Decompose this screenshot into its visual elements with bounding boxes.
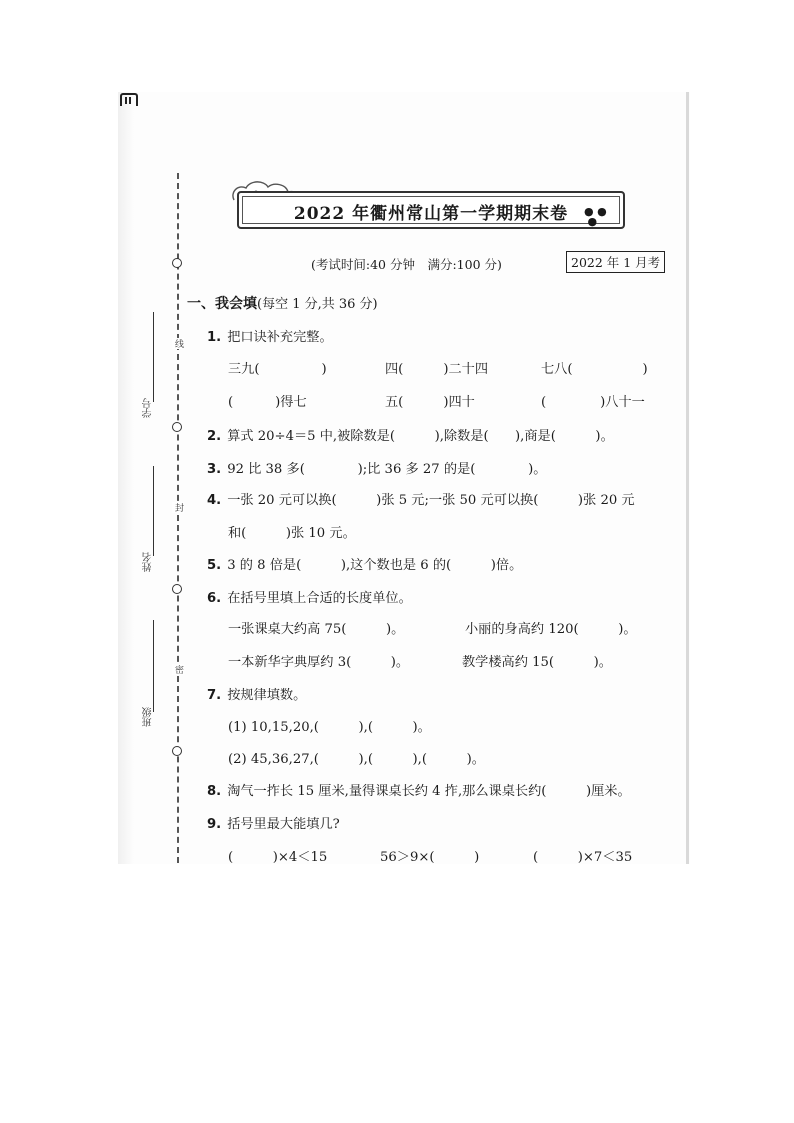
question-number: 7. [207, 688, 222, 703]
dots-decoration-icon: ● ● ● [584, 205, 607, 228]
q1-item [385, 358, 488, 377]
student-id-fill-line[interactable] [153, 312, 154, 402]
binding-hole-icon [172, 746, 182, 756]
q1-item-prefix: 七八( [541, 362, 573, 377]
question-6 [207, 587, 412, 606]
question-4-continued [228, 522, 356, 541]
q1-item [228, 391, 307, 410]
q1-item-suffix: )八十一 [600, 395, 645, 410]
exam-title: 2022 年衢州常山第一学期期末卷 [293, 204, 569, 224]
q1-item-prefix: 五( [385, 395, 404, 410]
question-number: 2. [207, 429, 222, 444]
q9-item: 56＞9×( ) [380, 850, 480, 865]
name-fill-line[interactable] [153, 466, 154, 556]
q1-item-prefix: ( [541, 395, 547, 410]
question-number: 1. [207, 330, 222, 345]
question-9 [207, 813, 340, 832]
question-3 [207, 458, 547, 477]
question-text: 淘气一拃长 15 厘米,量得课桌长约 4 拃,那么课桌长约( )厘米。 [227, 784, 631, 799]
question-text: 括号里最大能填几? [227, 817, 340, 832]
q1-item-suffix: )四十 [443, 395, 475, 410]
question-text: 和( )张 10 元。 [228, 526, 356, 541]
q9-item: ( )×4＜15 [228, 850, 328, 865]
question-text: 按规律填数。 [227, 688, 307, 703]
student-id-label: 学号 [143, 398, 154, 418]
q7-sequence-1: (1) 10,15,20,( ),( )。 [228, 720, 431, 735]
section-score-note: (每空 1 分,共 36 分) [257, 297, 378, 312]
binding-mark-secret: 密 [173, 665, 183, 674]
q1-item-suffix: ) [321, 362, 327, 377]
binding-hole-icon [172, 422, 182, 432]
question-number: 6. [207, 591, 222, 606]
question-text: 把口诀补充完整。 [227, 330, 333, 345]
section-title: 一、我会填 [187, 296, 257, 312]
q9-item: ( )×7＜35 [533, 850, 633, 865]
question-number: 4. [207, 493, 222, 508]
exam-date-box: 2022 年 1 月考 [566, 251, 665, 273]
q1-item-suffix: )得七 [275, 395, 307, 410]
scan-edge-line [686, 92, 689, 864]
question-text: 算式 20÷4＝5 中,被除数是( ),除数是( ),商是( )。 [227, 429, 614, 444]
question-2 [207, 425, 614, 444]
q1-item-prefix: 三九( [228, 362, 260, 377]
q1-item [541, 391, 645, 410]
q1-item-prefix: 四( [385, 362, 404, 377]
question-text: 92 比 38 多( );比 36 多 27 的是( )。 [227, 462, 547, 477]
corner-bracket-icon [120, 93, 138, 106]
q1-item-prefix: ( [228, 395, 234, 410]
question-number: 3. [207, 462, 222, 477]
q6-item: 教学楼高约 15( )。 [462, 655, 612, 670]
q1-item [385, 391, 475, 410]
q1-item [228, 358, 327, 377]
binding-mark-seal: 封 [173, 503, 183, 512]
question-7 [207, 684, 306, 703]
section-heading [187, 293, 378, 313]
question-text: 3 的 8 倍是( ),这个数也是 6 的( )倍。 [227, 558, 523, 573]
question-1 [207, 326, 333, 345]
binding-mark-line: 线 [173, 339, 183, 348]
question-8 [207, 780, 631, 799]
question-number: 9. [207, 817, 222, 832]
q7-sequence-2: (2) 45,36,27,( ),( ),( )。 [228, 752, 485, 767]
title-banner [237, 191, 625, 229]
binding-hole-icon [172, 258, 182, 268]
question-number: 8. [207, 784, 222, 799]
scan-edge-shadow [118, 92, 134, 864]
question-text: 在括号里填上合适的长度单位。 [227, 591, 412, 606]
class-label: 班级 [143, 707, 154, 727]
binding-dashed-line [177, 173, 179, 863]
question-5 [207, 554, 522, 573]
binding-hole-icon [172, 584, 182, 594]
exam-info: (考试时间:40 分钟 满分:100 分) [311, 257, 502, 272]
q1-item-suffix: ) [642, 362, 648, 377]
q6-item: 一张课桌大约高 75( )。 [228, 622, 405, 637]
question-number: 5. [207, 558, 222, 573]
q6-item: 小丽的身高约 120( )。 [465, 622, 637, 637]
question-4 [207, 489, 635, 508]
q6-item: 一本新华字典厚约 3( )。 [228, 655, 410, 670]
q1-item-suffix: )二十四 [443, 362, 489, 377]
name-label: 姓名 [143, 552, 154, 572]
question-text: 一张 20 元可以换( )张 5 元;一张 50 元可以换( )张 20 元 [227, 493, 635, 508]
class-fill-line[interactable] [153, 620, 154, 712]
q1-item [541, 358, 648, 377]
